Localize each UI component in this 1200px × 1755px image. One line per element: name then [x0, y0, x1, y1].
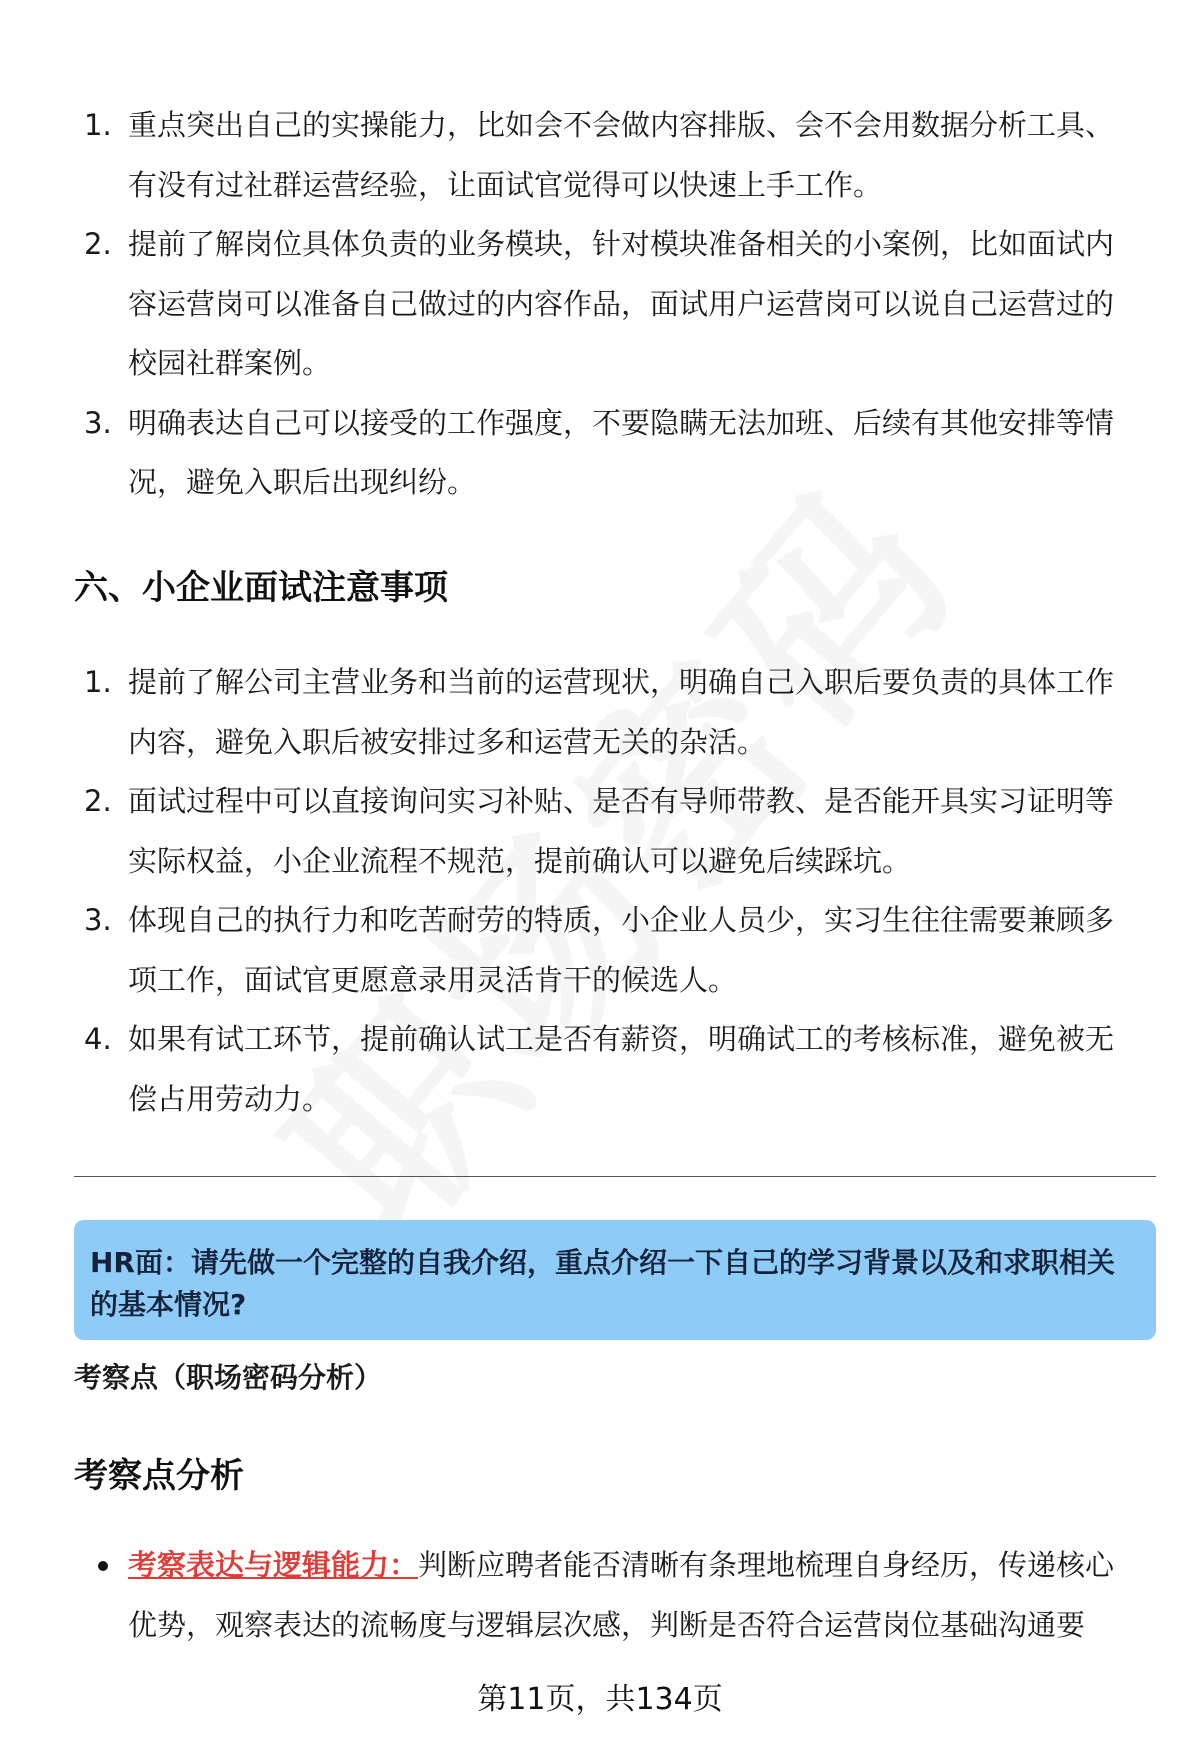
list-number: 1.: [84, 108, 112, 142]
list-item: [0, 1010, 1200, 1129]
section-heading: 六、小企业面试注意事项: [74, 568, 448, 608]
list-text: 如果有试工环节，提前确认试工是否有薪资，明确试工的考核标准，避免被无偿占用劳动力。: [128, 1022, 1115, 1116]
list-item: [0, 96, 1200, 215]
list-text: 提前了解公司主营业务和当前的运营现状，明确自己入职后要负责的具体工作内容，避免入职后被安排过多和运营无关的杂活。: [128, 665, 1115, 759]
list-number: 3.: [84, 405, 112, 440]
bullet-text: 判断应聘者能否清晰有条理地梳理自身经历，传递核心优势，观察表达的流畅度与逻辑层次感，判断是否符合运营岗位基础沟通要: [128, 1548, 1115, 1642]
tips-list-1: [0, 96, 1200, 513]
list-item: [0, 215, 1200, 394]
list-number: 4.: [84, 1022, 112, 1056]
list-number: 1.: [84, 665, 112, 699]
list-text: 重点突出自己的实操能力，比如会不会做内容排版、会不会用数据分析工具、有没有过社群运营经验，让面试官觉得可以快速上手工作。: [128, 108, 1115, 202]
analysis-bullets: [0, 1536, 1200, 1655]
list-text: 提前了解岗位具体负责的业务模块，针对模块准备相关的小案例，比如面试内容运营岗可以准备自己做过的内容作品，面试用户运营岗可以说自己运营过的校园社群案例。: [128, 227, 1115, 380]
list-item: [0, 653, 1200, 772]
list-text: 体现自己的执行力和吃苦耐劳的特质，小企业人员少，实习生往往需要兼顾多项工作，面试官更愿意录用灵活肯干的候选人。: [128, 903, 1115, 997]
list-number: 2.: [84, 227, 112, 261]
list-item: [0, 1536, 1200, 1655]
divider: [74, 1176, 1156, 1177]
page-number: 第11页，共134页: [477, 1682, 723, 1717]
list-item: [0, 394, 1200, 513]
tips-list-2: [0, 653, 1200, 1129]
list-number: 3.: [84, 903, 112, 937]
list-item: [0, 891, 1200, 1010]
list-text: 明确表达自己可以接受的工作强度，不要隐瞒无法加班、后续有其他安排等情况，避免入职后出现纠纷。: [128, 405, 1115, 499]
bullet-keyword: 考察表达与逻辑能力：: [128, 1548, 419, 1582]
interview-question-box: HR面：请先做一个完整的自我介绍，重点介绍一下自己的学习背景以及和求职相关的基本情况?: [74, 1220, 1156, 1340]
bullet-dot-icon: [98, 1561, 108, 1571]
analysis-heading: 考察点分析: [74, 1456, 244, 1496]
analysis-subhead: 考察点（职场密码分析）: [74, 1361, 383, 1394]
list-item: [0, 772, 1200, 891]
list-number: 2.: [84, 784, 112, 818]
list-text: 面试过程中可以直接询问实习补贴、是否有导师带教、是否能开具实习证明等实际权益，小企业流程不规范，提前确认可以避免后续踩坑。: [128, 784, 1115, 878]
